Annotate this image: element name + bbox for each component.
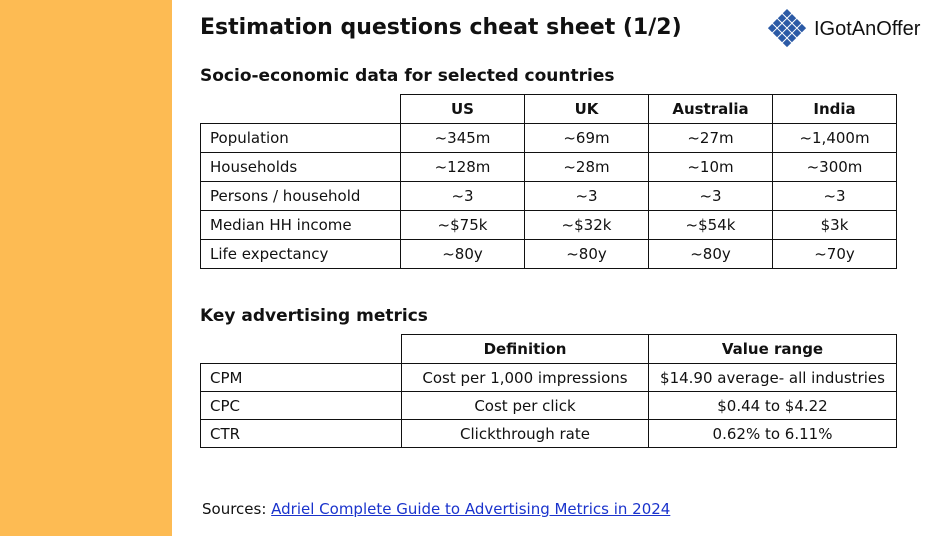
table-cell: Clickthrough rate (402, 420, 649, 448)
table-cell: ~$32k (525, 211, 649, 240)
row-label: Median HH income (201, 211, 401, 240)
sources-line (202, 500, 670, 518)
row-label: CTR (201, 420, 402, 448)
page-title: Estimation questions cheat sheet (1/2) (200, 15, 682, 40)
column-header-india: India (773, 95, 897, 124)
table-cell: ~80y (525, 240, 649, 269)
logo[interactable] (766, 8, 920, 50)
diamond-grid-logo-icon (766, 8, 808, 50)
row-label: CPC (201, 392, 402, 420)
table-row (201, 240, 897, 269)
socio-header-row (201, 95, 897, 124)
table-cell: ~3 (401, 182, 525, 211)
advertising-header-row (201, 335, 897, 364)
table-row (201, 420, 897, 448)
sources-prefix: Sources: (202, 500, 272, 518)
table-cell: $3k (773, 211, 897, 240)
socio-heading: Socio-economic data for selected countries (200, 66, 615, 86)
table-cell: Cost per click (402, 392, 649, 420)
row-label: Persons / household (201, 182, 401, 211)
socio-corner-cell (201, 95, 401, 124)
column-header-uk: UK (525, 95, 649, 124)
advertising-heading: Key advertising metrics (200, 306, 428, 326)
table-cell: ~128m (401, 153, 525, 182)
table-cell: ~3 (525, 182, 649, 211)
advertising-table (200, 334, 897, 448)
table-cell: ~$54k (649, 211, 773, 240)
table-row (201, 211, 897, 240)
logo-text: IGotAnOffer (814, 17, 921, 40)
column-header-us: US (401, 95, 525, 124)
column-header-definition: Definition (402, 335, 649, 364)
column-header-value-range: Value range (649, 335, 897, 364)
table-cell: ~10m (649, 153, 773, 182)
table-cell: ~3 (649, 182, 773, 211)
sidebar-accent (0, 0, 172, 536)
column-header-australia: Australia (649, 95, 773, 124)
table-cell: ~27m (649, 124, 773, 153)
table-row (201, 182, 897, 211)
table-cell: ~80y (649, 240, 773, 269)
row-label: Life expectancy (201, 240, 401, 269)
sources-link[interactable]: Adriel Complete Guide to Advertising Metrics in 2024 (271, 500, 671, 518)
table-cell: ~69m (525, 124, 649, 153)
table-row (201, 153, 897, 182)
table-cell: $0.44 to $4.22 (649, 392, 897, 420)
table-cell: 0.62% to 6.11% (649, 420, 897, 448)
socio-table (200, 94, 897, 269)
table-cell: $14.90 average- all industries (649, 364, 897, 392)
table-cell: ~28m (525, 153, 649, 182)
row-label: Population (201, 124, 401, 153)
table-cell: ~$75k (401, 211, 525, 240)
table-cell: ~3 (773, 182, 897, 211)
table-cell: ~300m (773, 153, 897, 182)
advertising-corner-cell (201, 335, 402, 364)
table-row (201, 364, 897, 392)
table-cell: ~70y (773, 240, 897, 269)
table-cell: Cost per 1,000 impressions (402, 364, 649, 392)
table-row (201, 124, 897, 153)
table-cell: ~1,400m (773, 124, 897, 153)
table-cell: ~345m (401, 124, 525, 153)
table-cell: ~80y (401, 240, 525, 269)
table-row (201, 392, 897, 420)
row-label: CPM (201, 364, 402, 392)
row-label: Households (201, 153, 401, 182)
